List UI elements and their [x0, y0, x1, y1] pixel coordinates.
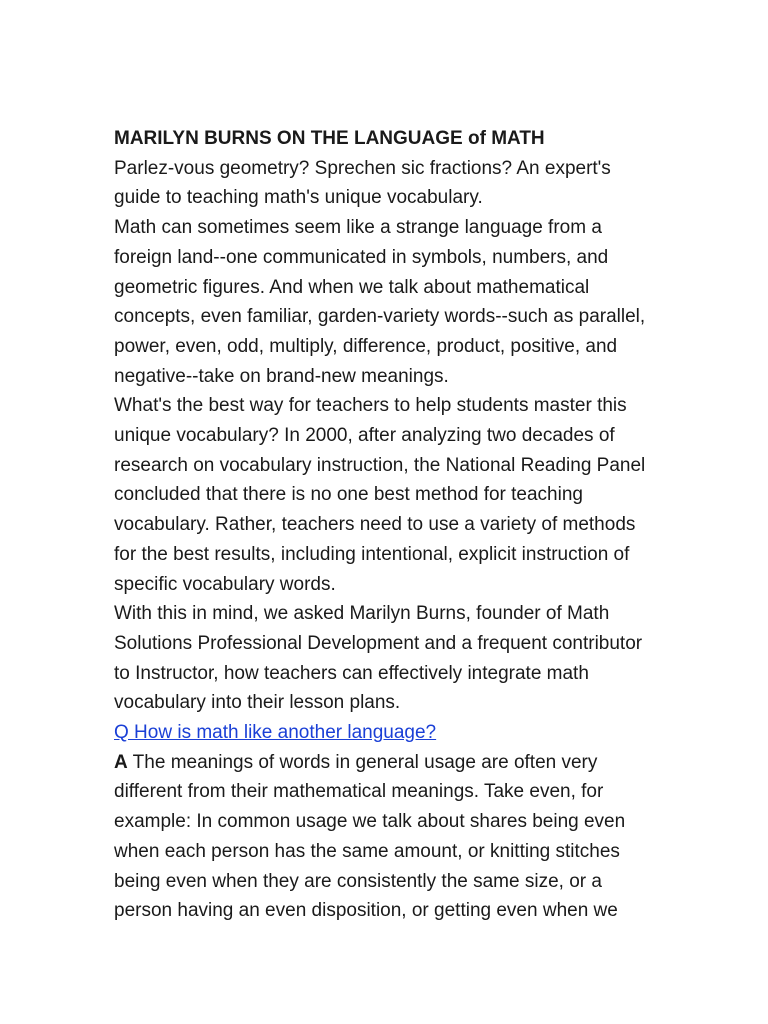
- paragraph-research: What's the best way for teachers to help students master this unique vocabulary? In 2000, after analyzing two decades of research on vocabulary instruction, the National Reading Panel concluded that there is no one best method for teaching vocabulary. Rather, teachers need to use a variety of methods for the best results, including intentional, explicit instruction of specific vocabulary words.: [114, 395, 646, 595]
- article-subtitle: Parlez-vous geometry? Sprechen sic fractions? An expert's guide to teaching math's unique vocabulary.: [114, 157, 611, 209]
- answer-marker: A: [114, 751, 128, 773]
- question-link[interactable]: Q How is math like another language?: [114, 722, 437, 744]
- paragraph-burns: With this in mind, we asked Marilyn Burns, founder of Math Solutions Professional Development and a frequent contributor to Instructor, how teachers can effectively integrate math vocabulary into their lesson plans.: [114, 603, 643, 714]
- answer-text: The meanings of words in general usage are often very different from their mathematical meanings. Take even, for example: In common usage we talk about shares being even when each person has the same amount, or knitting stitches being even when they are consistently the same size, or a person having an even disposition, or getting even when we: [114, 751, 626, 922]
- answer-paragraph: [114, 748, 659, 926]
- question-link-wrap: [114, 718, 659, 748]
- document-page: [114, 124, 659, 926]
- paragraph-intro: Math can sometimes seem like a strange language from a foreign land--one communicated in symbols, numbers, and geometric figures. And when we talk about mathematical concepts, even familiar, garden-variety words--such as parallel, power, even, odd, multiply, difference, product, positive, and negative--take on brand-new meanings.: [114, 217, 646, 387]
- article-title: MARILYN BURNS ON THE LANGUAGE of MATH: [114, 128, 545, 149]
